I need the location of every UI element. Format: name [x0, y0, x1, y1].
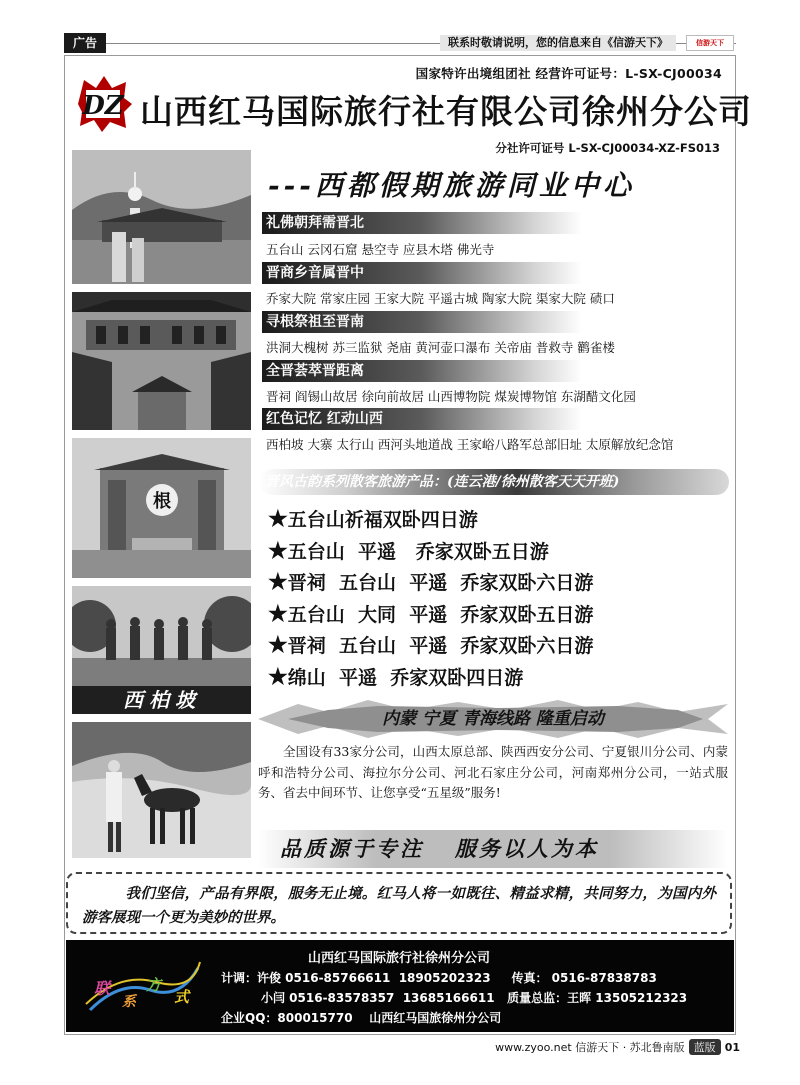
quality-slogan: 品质源于专注 服务以人为本 — [258, 830, 728, 868]
contact-line-1: 计调：许俊 0516-85766611 18905202323 传真： 0516-87838783 — [221, 971, 657, 985]
photo-xibaipo-statues — [72, 586, 251, 714]
belief-text: 我们坚信，产品有界限，服务无止境。红马人将一如既往、精益求精，共同努力，为国内外游客展现一个更为美妙的世界。 — [82, 885, 716, 926]
agency-slogan: ---西都假期旅游同业中心 — [268, 169, 635, 202]
category-title: 礼佛朝拜需晋北 — [262, 212, 582, 234]
contact-logo-char: 式 — [174, 988, 190, 1006]
outbound-license: 国家特许出境组团社 经营许可证号：L-SX-CJ00034 — [415, 66, 722, 81]
tour-item — [268, 568, 593, 595]
star-icon: ★ — [268, 632, 288, 658]
contact-title: 山西红马国际旅行社徐州分公司 — [308, 951, 491, 966]
series-title: 晋风古韵系列散客旅游产品：(连云港/徐州散客天天开班) — [259, 469, 729, 495]
page-footer — [495, 1039, 740, 1055]
tour-name: 五台山 平遥 乔家双卧五日游 — [287, 541, 549, 563]
star-icon: ★ — [268, 506, 288, 532]
contact-logo-char: 联 — [94, 979, 111, 998]
tour-name: 绵山 平遥 乔家双卧四日游 — [287, 667, 524, 689]
contact-section — [66, 940, 734, 1032]
tour-item — [268, 600, 593, 627]
contact-line-3: 企业QQ：800015770 山西红马国旅徐州分公司 — [221, 1011, 502, 1025]
branch-license: 分社许可证号 L-SX-CJ00034-XZ-FS013 — [495, 141, 720, 155]
magazine-badge: 信游天下 — [686, 35, 734, 51]
edition-badge: 蓝版 — [689, 1039, 721, 1055]
photo-wutaishan-temple — [72, 150, 251, 284]
star-icon: ★ — [268, 569, 288, 595]
category-items: 洪洞大槐树 苏三监狱 尧庙 黄河壶口瀑布 关帝庙 普救寺 鹳雀楼 — [266, 340, 615, 355]
photo-ancestral-gate — [72, 438, 251, 578]
logo-letters: DZ — [82, 91, 124, 121]
tour-name: 五台山祈福双卧四日游 — [287, 509, 478, 531]
category-title: 红色记忆 红动山西 — [262, 408, 582, 430]
banner-text: 内蒙 宁夏 青海线路 隆重启动 — [382, 709, 604, 729]
page-number: 01 — [724, 1041, 740, 1054]
branches-paragraph — [258, 742, 728, 804]
tour-item — [268, 537, 549, 564]
star-icon: ★ — [268, 601, 288, 627]
top-bar — [64, 33, 736, 53]
category-items: 五台山 云冈石窟 悬空寺 应县木塔 佛光寺 — [266, 242, 495, 257]
star-icon: ★ — [268, 538, 288, 564]
star-icon: ★ — [268, 664, 288, 690]
category-title: 寻根祭祖至晋南 — [262, 311, 582, 333]
company-logo — [74, 74, 132, 134]
footer-site: www.zyoo.net 信游天下 · 苏北鲁南版 — [495, 1041, 685, 1054]
category-title: 晋商乡音属晋中 — [262, 262, 582, 284]
photo-hukou-waterfall — [72, 722, 251, 858]
new-routes-banner — [258, 700, 728, 738]
branches-text: 全国设有33家分公司，山西太原总部、陕西西安分公司、宁夏银川分公司、内蒙呼和浩特分公司、海拉尔分公司、河北石家庄分公司，河南郑州分公司，一站式服务、省去中间环节、让您享受“五星级”服务! — [258, 744, 728, 800]
tour-name: 晋祠 五台山 平遥 乔家双卧六日游 — [287, 572, 594, 594]
ad-tag: 广告 — [64, 33, 106, 53]
photo-courtyard-compound — [72, 292, 251, 430]
source-notice: 联系时敬请说明，您的信息来自《信游天下》 — [440, 35, 676, 51]
category-items: 乔家大院 常家庄园 王家大院 平遥古城 陶家大院 渠家大院 碛口 — [266, 291, 615, 306]
tour-item — [268, 663, 523, 690]
contact-logo-char: 方 — [146, 976, 162, 994]
contact-logo — [80, 960, 204, 1016]
category-items: 西柏坡 大寨 太行山 西河头地道战 王家峪八路军总部旧址 太原解放纪念馆 — [266, 437, 674, 452]
category-items: 晋祠 阎锡山故居 徐向前故居 山西博物院 煤炭博物馆 东湖醋文化园 — [266, 389, 636, 404]
contact-logo-char: 系 — [122, 994, 136, 1010]
company-name: 山西红马国际旅行社有限公司徐州分公司 — [140, 92, 752, 131]
tour-item — [268, 631, 593, 658]
contact-line-2: 小闫 0516-83578357 13685166611 质量总监：王晖 13505212323 — [261, 991, 688, 1005]
gate-character: 根 — [153, 491, 171, 512]
tour-name: 晋祠 五台山 平遥 乔家双卧六日游 — [287, 635, 594, 657]
belief-box — [66, 872, 732, 934]
xibaipo-label: 西柏坡 — [123, 688, 201, 712]
tour-item — [268, 505, 478, 532]
category-title: 全晋荟萃晋距离 — [262, 360, 582, 382]
tour-name: 五台山 大同 平遥 乔家双卧五日游 — [287, 604, 594, 626]
